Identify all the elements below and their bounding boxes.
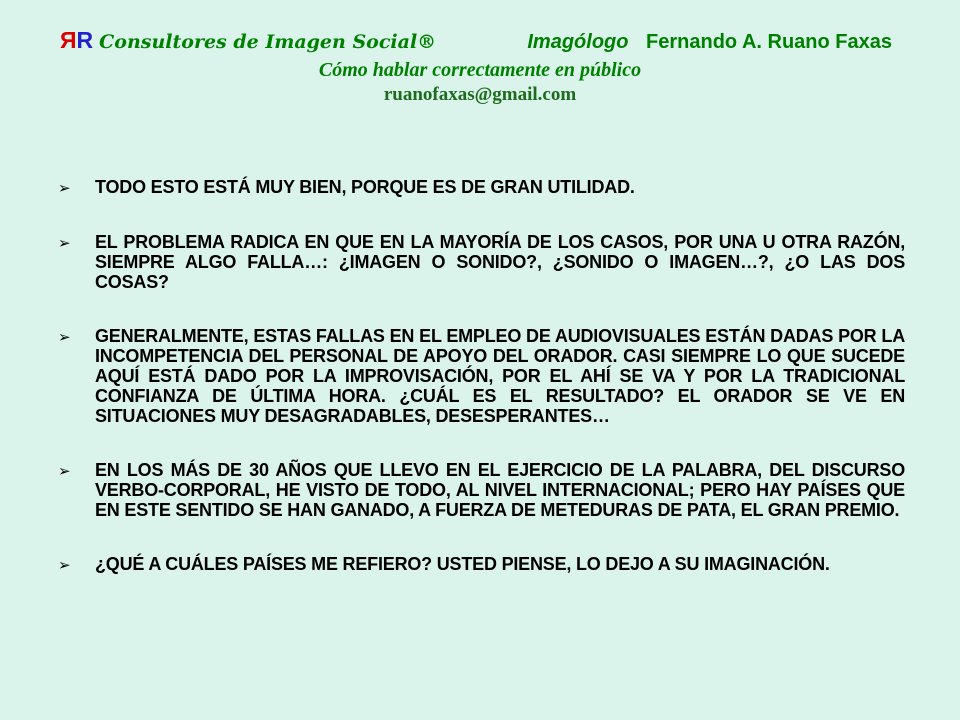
bullet-paragraph: EL PROBLEMA RADICA EN QUE EN LA MAYORÍA DE LOS CASOS, POR UNA U OTRA RAZÓN, SIEMPRE ALGO FALLA…: ¿IMAGEN O SONIDO?, ¿SONIDO O IMAGEN…?, ¿O LAS DOS COSAS? [95,232,905,292]
bullet-paragraph: TODO ESTO ESTÁ MUY BIEN, PORQUE ES DE GRAN UTILIDAD. [95,177,635,197]
bullet-paragraph: EN LOS MÁS DE 30 AÑOS QUE LLEVO EN EL EJERCICIO DE LA PALABRA, DEL DISCURSO VERBO-CORPORAL, HE VISTO DE TODO, AL NIVEL INTERNACIONAL; PERO HAY PAÍSES QUE EN ESTE SENTIDO SE HAN GANADO, A FUERZA DE METEDURAS DE PATA, EL GRAN PREMIO. [95,460,905,520]
arrowhead-bullet-icon: ➢ [58,556,71,574]
slide-title: Cómo hablar correctamente en público [318,59,642,81]
list-item [58,326,960,426]
arrowhead-bullet-icon: ➢ [58,462,71,480]
bullet-paragraph: GENERALMENTE, ESTAS FALLAS EN EL EMPLEO DE AUDIOVISUALES ESTÁN DADAS POR LA INCOMPETENCIA DEL PERSONAL DE APOYO DEL ORADOR. CASI SIEMPRE LO QUE SUCEDE AQUÍ ESTÁ DADO POR LA IMPROVISACIÓN, POR EL AHÍ SE VA Y POR LA TRADICIONAL CONFIANZA DE ÚLTIMA HORA. ¿CUÁL ES EL RESULTADO? EL ORADOR SE VE EN SITUACIONES MUY DESAGRADABLES, DESESPERANTES… [95,326,905,426]
list-item [58,232,960,292]
author-role: Imagólogo [527,31,629,53]
list-item [58,460,960,520]
header-row [60,28,892,54]
company-brand [60,28,436,54]
contact-email: ruanofaxas@gmail.com [383,84,577,105]
slide-header [0,0,960,106]
bullet-paragraph: ¿QUÉ A CUÁLES PAÍSES ME REFIERO? USTED PIENSE, LO DEJO A SU IMAGINACIÓN. [95,554,830,574]
author-name: Fernando A. Ruano Faxas [646,31,892,53]
brand-name: Consultores de Imagen Social® [99,31,437,53]
arrowhead-bullet-icon: ➢ [58,328,71,346]
arrowhead-bullet-icon: ➢ [58,179,71,197]
logo-letter-r: R [76,27,94,53]
arrowhead-bullet-icon: ➢ [58,234,71,252]
author-block [527,30,892,54]
list-item [58,177,960,198]
list-item [58,554,960,575]
logo-letter-ya: Я [60,27,77,53]
bullet-list [58,177,960,575]
